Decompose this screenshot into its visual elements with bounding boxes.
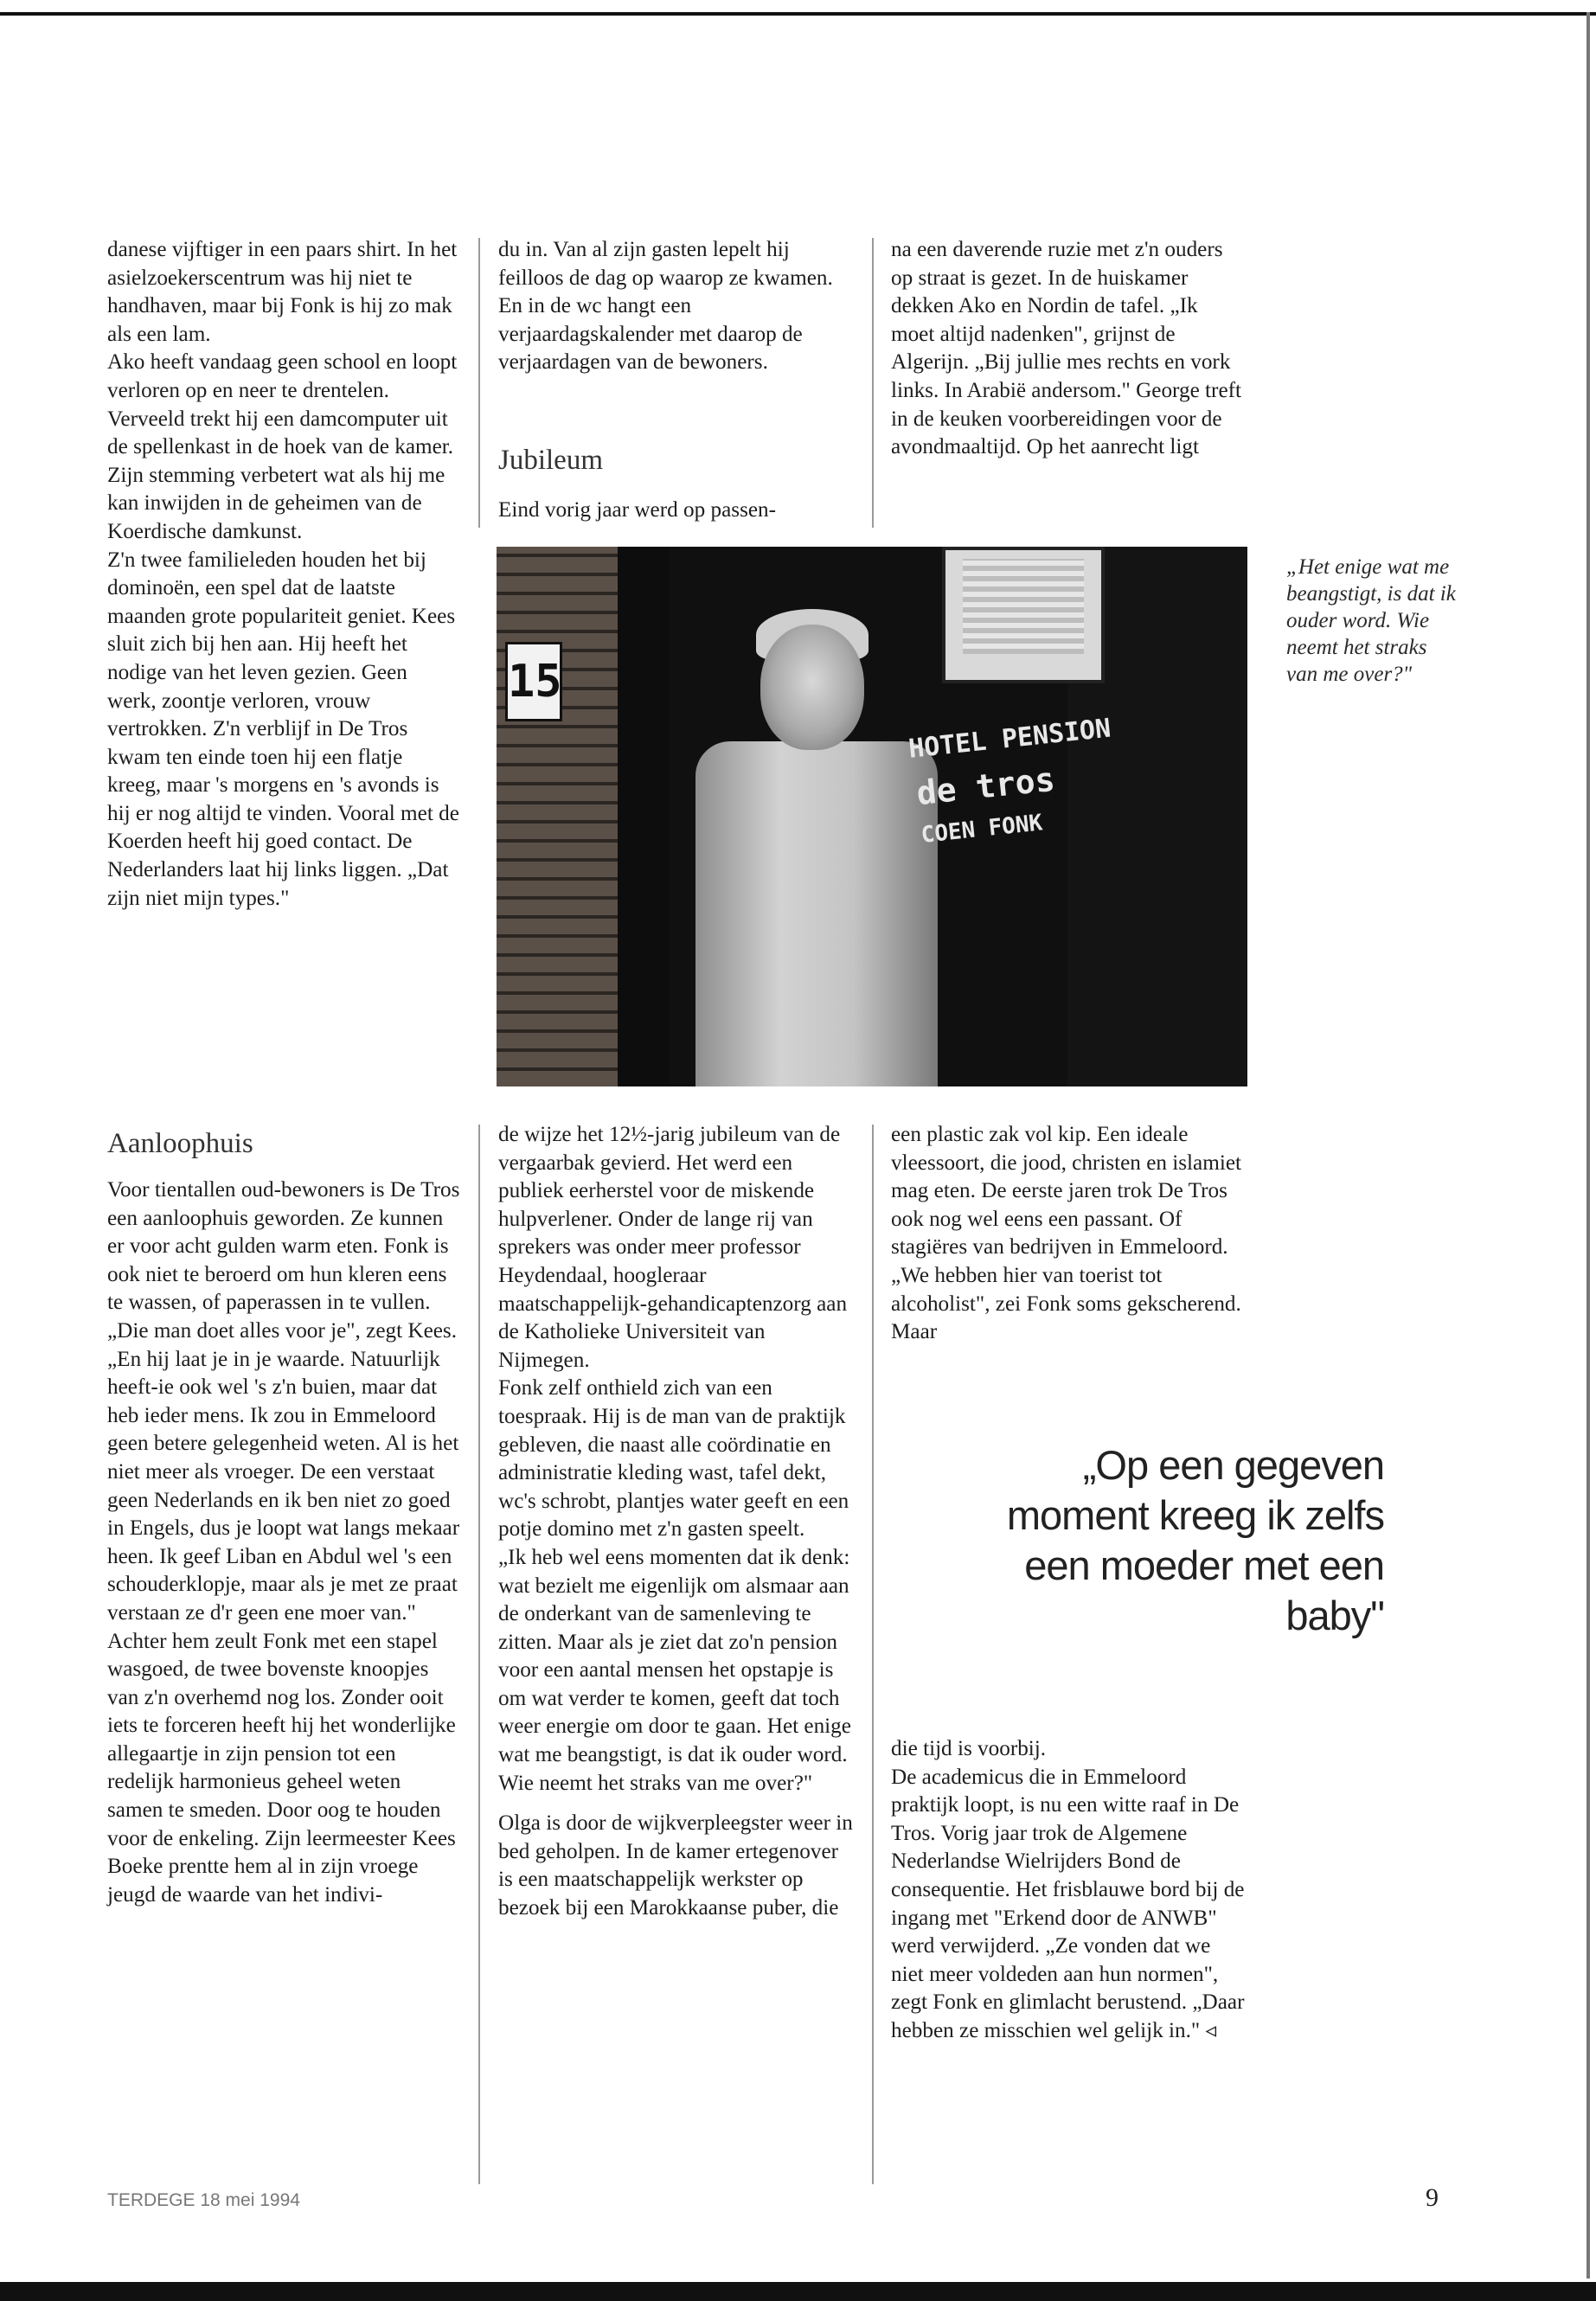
sign-line-3: COEN FONK [920, 810, 1044, 849]
door-sign [907, 709, 1131, 903]
column-3-top [891, 236, 1246, 462]
brick-wall [497, 547, 618, 1086]
sign-line-1: HOTEL PENSION [907, 713, 1112, 765]
paragraph: du in. Van al zijn gasten lepelt hij feilloos de dag op waarop ze kwamen. En in de wc hangt een verjaardagskalender met daarop de verjaardagen van de bewoners. [498, 238, 833, 375]
bottom-rule [0, 2282, 1596, 2301]
person-body [695, 741, 938, 1086]
paragraph: na een daverende ruzie met z'n ouders op straat is gezet. In de huiskamer dekken Ako en Nordin de tafel. „Ik moet altijd nadenken", grijnst de Algerijn. „Bij jullie mes rechts en vork links. In Arabië andersom." George treft in de keuken voorbereidingen voor de avondmaaltijd. Op het aanrecht ligt [891, 238, 1242, 459]
page-number: 9 [1426, 2183, 1439, 2212]
column-1-top [107, 236, 460, 913]
paragraph: „Ik heb wel eens momenten dat ik denk: wat bezielt me eigenlijk om alsmaar aan de onderkant van de samenleving te zitten. Maar als je ziet dat zo'n pension voor een aantal mensen het opstapje is om wat verder te komen, geeft dat toch weer energie om door te gaan. Het enige wat me beangstigt, is dat ik ouder word. Wie neemt het straks van me over?" [498, 1545, 851, 1795]
column-divider [478, 238, 480, 528]
paragraph: Olga is door de wijkverpleegster weer in bed geholpen. In de kamer ertegenover is een maatschappelijk werkster op bezoek bij een Marokkaanse puber, die [498, 1811, 853, 1920]
column-1-bottom [107, 1176, 460, 1909]
column-3-end [891, 1735, 1246, 2046]
subheading-aanloophuis: Aanloophuis [107, 1128, 253, 1159]
paragraph: De academicus die in Emmeloord praktijk loopt, is nu een witte raaf in De Tros. Vorig jaar trok de Algemene Nederlandse Wielrijders Bond de consequentie. Het frisblauwe bord bij de ingang met "Erkend door de ANWB" werd verwijderd. „Ze vonden dat we niet meer voldeden aan hun normen", zegt Fonk en glimlacht berustend. „Daar hebben ze misschien wel gelijk in." ◃ [891, 1765, 1245, 2042]
photo-hotel-pension [497, 547, 1247, 1086]
paragraph: danese vijftiger in een paars shirt. In het asielzoekerscentrum was hij niet te handhaven, maar bij Fonk is hij zo mak als een lam. [107, 238, 458, 346]
column-2-top [498, 236, 853, 377]
column-2-top-continuation [498, 497, 853, 525]
top-rule [0, 12, 1596, 16]
door-window [942, 547, 1105, 683]
column-divider [872, 1125, 874, 2184]
main-pullquote: „Op een gegeven moment kreeg ik zelfs een moeder met een baby" [1006, 1442, 1384, 1638]
paragraph: Voor tientallen oud-bewoners is De Tros een aanloophuis geworden. Ze kunnen er voor acht gulden warm eten. Fonk is ook niet te beroerd om hun kleren eens te wassen, of paperassen in te vullen. „Die man doet alles voor je", zegt Kees. „En hij laat je in je waarde. Natuurlijk heeft-ie ook wel 's z'n buien, maar dat heb ieder mens. Ik zou in Emmeloord geen betere gelegenheid weten. Al is het niet meer als vroeger. De een verstaat geen Nederlands en ik ben niet zo goed in Engels, dus je loopt wat langs mekaar heen. Ik geef Liban en Abdul wel 's een schouderklopje, maar als je met ze praat verstaan ze d'r geen ene moer van." [107, 1178, 460, 1625]
paragraph: die tijd is voorbij. [891, 1737, 1047, 1760]
column-divider [872, 238, 874, 528]
paragraph: een plastic zak vol kip. Een ideale vleessoort, die jood, christen en islamiet mag eten. De eerste jaren trok De Tros ook nog wel eens een passant. Of stagiëres van bedrijven in Emmeloord. „We hebben hier van toerist tot alcoholist", zei Fonk soms gekscherend. Maar [891, 1123, 1242, 1344]
paragraph: Fonk zelf onthield zich van een toespraak. Hij is de man van de praktijk gebleven, die naast alle coördinatie en administratie kleding wast, tafel dekt, wc's schrobt, plantjes water geeft en een potje domino met z'n gasten speelt. [498, 1376, 849, 1541]
footer-magazine: TERDEGE 18 mei 1994 [107, 2190, 300, 2210]
column-2-bottom [498, 1121, 853, 1923]
column-divider [478, 1125, 480, 2184]
paragraph: Eind vorig jaar werd op passen- [498, 498, 777, 522]
paragraph: de wijze het 12½-jarig jubileum van de vergaarbak gevierd. Het werd een publiek eerherstel voor de miskende hulpverlener. Onder de lange rij van sprekers was onder meer professor Heydendaal, hoogleraar maatschappelijk-gehandicaptenzorg aan de Katholieke Universiteit van Nijmegen. [498, 1123, 848, 1372]
column-3-bottom [891, 1121, 1246, 1347]
paragraph: Ako heeft vandaag geen school en loopt verloren op en neer te drentelen. Verveeld trekt hij een damcomputer uit de spellenkast in de hoek van de kamer. Zijn stemming verbetert wat als hij me kan inwijden in de geheimen van de Koerdische damkunst. [107, 350, 458, 543]
sign-line-2: de tros [914, 760, 1057, 813]
side-pullquote: „Het enige wat me beangstigt, is dat ik ouder word. Wie neemt het straks van me over?" [1286, 555, 1456, 686]
house-number: 15 [505, 642, 562, 721]
paragraph: Z'n twee familieleden houden het bij dominoën, een spel dat de laatste maanden grote populariteit geniet. Kees sluit zich bij hen aan. Hij heeft het nodige van het leven gezien. Geen werk, zoontje verloren, vrouw vertrokken. Z'n verblijf in De Tros kwam ten einde toen hij een flatje kreeg, maar 's morgens en 's avonds is hij er nog altijd te vinden. Vooral met de Koerden heeft hij goed contact. De Nederlanders laat hij links liggen. „Dat zijn niet mijn types." [107, 548, 459, 910]
paragraph: Achter hem zeult Fonk met een stapel wasgoed, de twee bovenste knoopjes van z'n overhemd nog los. Zonder ooit iets te forceren heeft hij het wonderlijke allegaartje in zijn pension tot een redelijk harmonieus geheel weten samen te smeden. Door oog te houden voor de enkeling. Zijn leermeester Kees Boeke prentte hem al in zijn vroege jeugd de waarde van het indivi- [107, 1629, 456, 1907]
person-head [760, 625, 864, 750]
right-rule [1586, 12, 1590, 2279]
subheading-jubileum: Jubileum [498, 445, 603, 476]
